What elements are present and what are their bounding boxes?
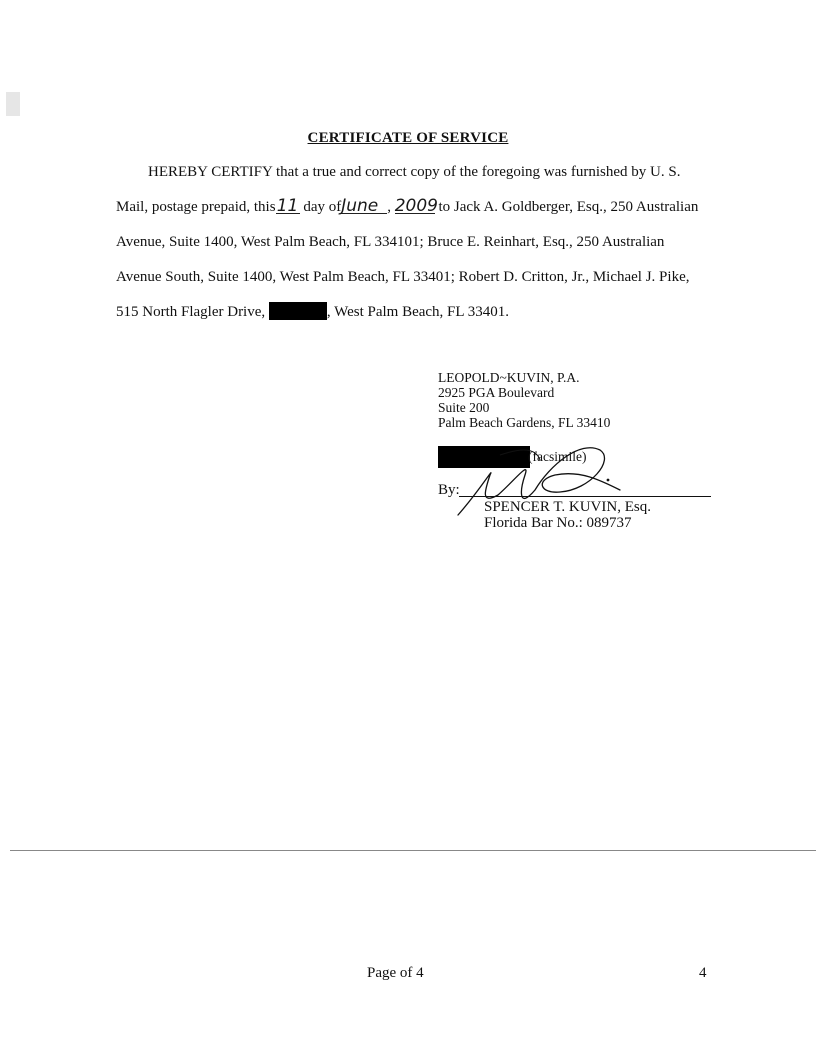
signer-block bbox=[484, 499, 651, 531]
line5-text-a: 515 North Flagler Drive, bbox=[116, 304, 266, 320]
firm-address-2: Suite 200 bbox=[438, 400, 490, 415]
paragraph-line-2: Mail, postage prepaid, this11 day ofJune , 2009 to Jack A. Goldberger, Esq., 250 Australian bbox=[116, 196, 699, 216]
certificate-heading: CERTIFICATE OF SERVICE bbox=[307, 130, 509, 146]
paragraph-line-3: Avenue, Suite 1400, West Palm Beach, FL 334101; Bruce E. Reinhart, Esq., 250 Australian bbox=[116, 234, 665, 250]
page-label: Page of 4 bbox=[367, 965, 424, 981]
handwritten-year: 2009 bbox=[394, 196, 438, 216]
redaction-bar bbox=[269, 302, 327, 320]
paragraph-line-1: HEREBY CERTIFY that a true and correct copy of the foregoing was furnished by U. S. bbox=[148, 164, 681, 180]
scan-artifact bbox=[6, 92, 20, 116]
paragraph-line-5 bbox=[116, 302, 509, 321]
signer-name: SPENCER T. KUVIN, Esq. bbox=[484, 499, 651, 515]
line2-text-c: to Jack A. Goldberger, Esq., 250 Australian bbox=[438, 199, 699, 215]
handwritten-day: 11 bbox=[276, 196, 299, 216]
footer-rule bbox=[10, 850, 816, 851]
firm-address-1: 2925 PGA Boulevard bbox=[438, 385, 555, 400]
handwritten-month: June bbox=[341, 199, 387, 214]
by-label: By: bbox=[438, 482, 460, 498]
line2-text-a: Mail, postage prepaid, this bbox=[116, 199, 276, 215]
facsimile-label: (facsimile) bbox=[528, 449, 587, 464]
bar-number: Florida Bar No.: 089737 bbox=[484, 515, 632, 531]
page-number: 4 bbox=[699, 965, 707, 981]
line5-text-b: , West Palm Beach, FL 33401. bbox=[326, 304, 509, 320]
line2-text-b: day of bbox=[303, 199, 342, 215]
paragraph-line-4: Avenue South, Suite 1400, West Palm Beach, FL 33401; Robert D. Critton, Jr., Michael J. Pike, bbox=[116, 269, 690, 285]
firm-city: Palm Beach Gardens, FL 33410 bbox=[438, 415, 611, 430]
firm-name: LEOPOLD~KUVIN, P.A. bbox=[438, 370, 580, 385]
